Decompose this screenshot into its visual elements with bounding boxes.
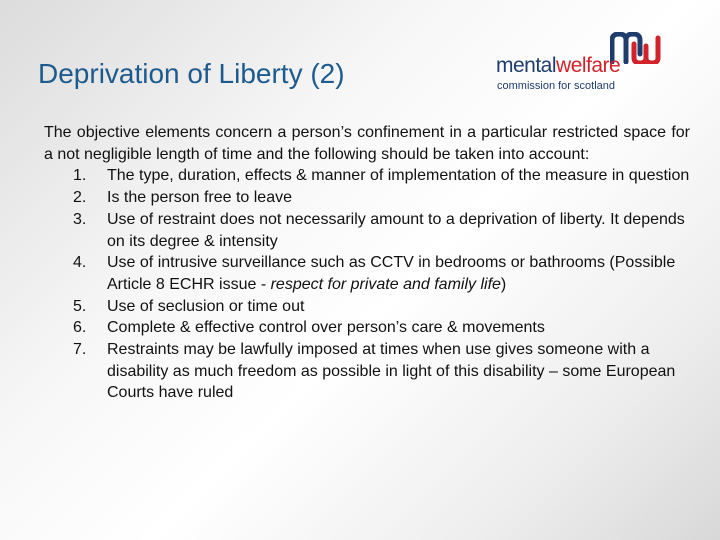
list-item-text: Is the person free to leave xyxy=(107,189,292,207)
logo-word-mental: mental xyxy=(496,54,557,77)
list-item-text: Use of intrusive surveillance such as CCTV in bedrooms or bathrooms (Possible Article 8 ECHR issue - xyxy=(107,254,676,293)
list-item-text: Use of restraint does not necessarily amount to a deprivation of liberty. It depends on its degree & intensity xyxy=(107,210,685,250)
list-number: 2. xyxy=(73,189,87,207)
list-number: 5. xyxy=(73,297,87,315)
logo-wordmark xyxy=(496,54,620,78)
list-item-text: Use of seclusion or time out xyxy=(107,297,305,315)
list-item-text: Complete & effective control over person’s care & movements xyxy=(107,319,545,337)
list-item xyxy=(44,209,690,252)
list-item-text: The type, duration, effects & manner of implementation of the measure in question xyxy=(107,167,690,185)
list-item xyxy=(44,339,690,404)
list-item xyxy=(44,187,690,209)
list-item-emphasis: respect for private and family life xyxy=(270,275,501,293)
list-item xyxy=(44,252,690,295)
mental-welfare-commission-logo xyxy=(494,32,684,94)
list-item xyxy=(44,165,690,187)
list-item-text-end: ) xyxy=(500,275,507,293)
list-item xyxy=(44,296,690,318)
slide-title: Deprivation of Liberty (2) xyxy=(38,58,345,89)
criteria-list xyxy=(44,165,690,404)
list-item xyxy=(44,317,690,339)
slide-body xyxy=(44,122,690,404)
list-number: 3. xyxy=(73,210,87,228)
intro-paragraph: The objective elements concern a person’s confinement in a particular restricted space for a not negligible length of time and the following should be taken into account: xyxy=(44,124,690,163)
logo-word-welfare: welfare xyxy=(556,54,621,77)
list-number: 4. xyxy=(73,254,87,272)
list-item-text: Restraints may be lawfully imposed at times when use gives someone with a disability as much freedom as possible in light of this disability – some European Courts have ruled xyxy=(107,341,676,402)
list-number: 6. xyxy=(73,319,87,337)
list-number: 1. xyxy=(73,167,87,185)
logo-subtitle: commission for scotland xyxy=(497,80,615,92)
list-number: 7. xyxy=(73,341,87,359)
